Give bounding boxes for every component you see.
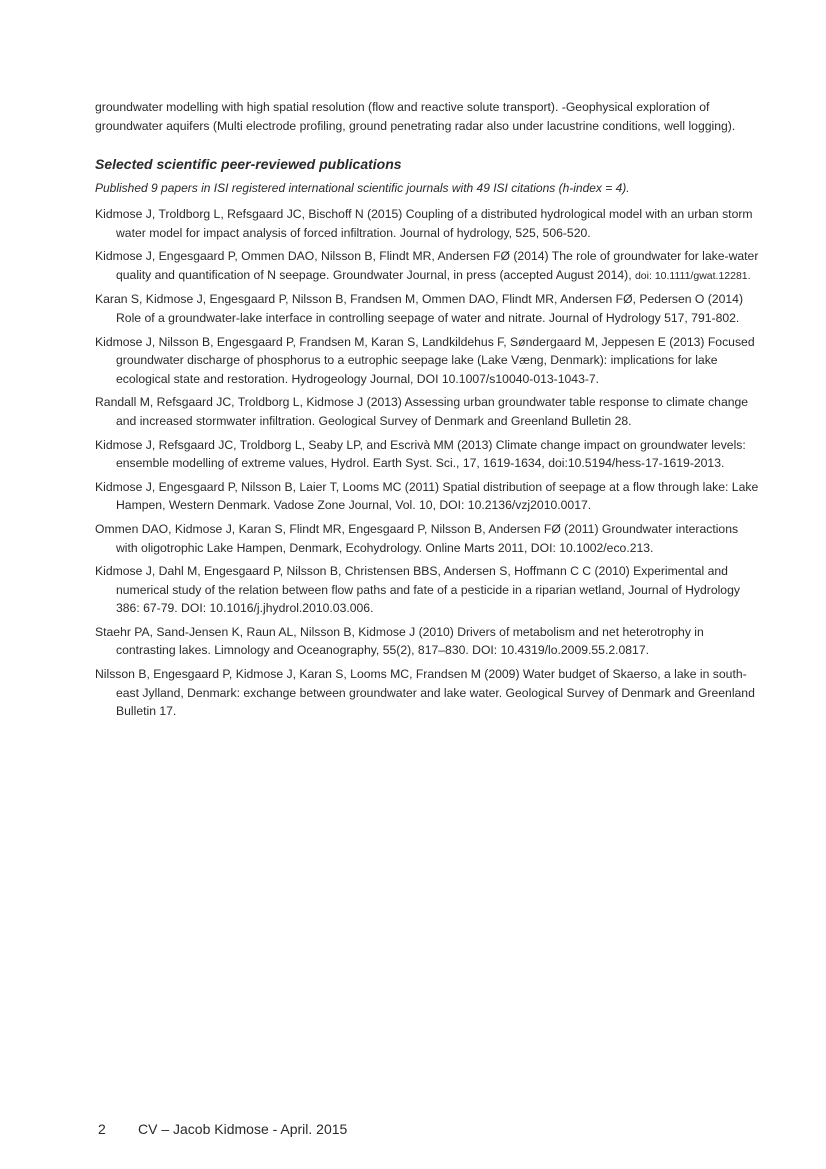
- intro-paragraph: groundwater modelling with high spatial resolution (flow and reactive solute transport). -Geophysical exploration of groundwater aquifers (Multi electrode profiling, ground penetrating radar also under lacustrine conditions, well logging).: [95, 100, 736, 133]
- publication-text: Kidmose J, Troldborg L, Refsgaard JC, Bischoff N (2015) Coupling of a distributed hydrological model with an urban storm water model for impact analysis of forced infiltration. Journal of hydrology, 525, 506-520.: [95, 207, 753, 240]
- cv-page: [95, 98, 760, 726]
- publication-item: [95, 478, 760, 515]
- publication-doi: doi: 10.1111/gwat.12281.: [634, 269, 751, 282]
- section-summary: Published 9 papers in ISI registered international scientific journals with 49 ISI citations (h-index = 4).: [95, 181, 630, 195]
- publication-text: Kidmose J, Refsgaard JC, Troldborg L, Seaby LP, and Escrivà MM (2013) Climate change impact on groundwater levels: ensemble modelling of extreme values, Hydrol. Earth Syst. Sci., 17, 1619-1634, doi:10.5194/hess-17-1619-2013.: [95, 437, 746, 471]
- publication-text: Kidmose J, Dahl M, Engesgaard P, Nilsson B, Christensen BBS, Andersen S, Hoffmann C C (2010) Experimental and numerical study of the relation between flow paths and fate of a pesticide in a riparian wetland, Journal of Hydrology 386: 67-79. DOI: 10.1016/j.jhydrol.2010.03.006.: [95, 564, 740, 616]
- publication-item: [95, 520, 760, 557]
- publication-text: Nilsson B, Engesgaard P, Kidmose J, Karan S, Looms MC, Frandsen M (2009) Water budget of Skaerso, a lake in south-east Jylland, Denmark: exchange between groundwater and lake water. Geological Survey of Denmark and Greenland Bulletin 17.: [95, 667, 755, 719]
- publication-text: Ommen DAO, Kidmose J, Karan S, Flindt MR, Engesgaard P, Nilsson B, Andersen FØ (2011) Groundwater interactions with oligotrophic Lake Hampen, Denmark, Ecohydrology. Online Marts 2011, DOI: 10.1002/eco.213.: [95, 521, 739, 555]
- publication-item: [95, 665, 760, 721]
- publication-item: [95, 290, 760, 327]
- publication-text: Staehr PA, Sand-Jensen K, Raun AL, Nilsson B, Kidmose J (2010) Drivers of metabolism and net heterotrophy in contrasting lakes. Limnology and Oceanography, 55(2), 817–830. DOI: 10.4319/lo.2009.55.2.0817.: [95, 624, 704, 658]
- publication-item: [95, 333, 760, 389]
- publication-item: [95, 436, 760, 473]
- page-footer: [98, 1121, 347, 1137]
- publication-list: [95, 205, 760, 721]
- publication-item: [95, 205, 760, 242]
- publication-item: [95, 247, 760, 285]
- footer-text: CV – Jacob Kidmose - April. 2015: [138, 1121, 348, 1137]
- page-number: 2: [98, 1121, 106, 1137]
- publication-text: Kidmose J, Engesgaard P, Nilsson B, Laier T, Looms MC (2011) Spatial distribution of seepage at a flow through lake: Lake Hampen, Western Denmark. Vadose Zone Journal, Vol. 10, DOI: 10.2136/vzj2010.0017.: [95, 479, 759, 513]
- publication-text: Kidmose J, Nilsson B, Engesgaard P, Frandsen M, Karan S, Landkildehus F, Søndergaard M, Jeppesen E (2013) Focused groundwater discharge of phosphorus to a eutrophic seepage lake (Lake Væng, Denmark): implications for lake ecological state and restoration. Hydrogeology Journal, DOI 10.1007/s10040-013-1043-7.: [95, 334, 755, 386]
- section-title: Selected scientific peer-reviewed publications: [95, 156, 402, 172]
- publication-item: [95, 393, 760, 430]
- publication-item: [95, 623, 760, 660]
- publication-text: Karan S, Kidmose J, Engesgaard P, Nilsson B, Frandsen M, Ommen DAO, Flindt MR, Andersen FØ, Pedersen O (2014) Role of a groundwater-lake interface in controlling seepage of water and nitrate. Journal of Hydrology 517, 791-802.: [95, 292, 744, 325]
- publication-text: Randall M, Refsgaard JC, Troldborg L, Kidmose J (2013) Assessing urban groundwater table response to climate change and increased stormwater infiltration. Geological Survey of Denmark and Greenland Bulletin 28.: [95, 395, 749, 428]
- publication-text: Kidmose J, Engesgaard P, Ommen DAO, Nilsson B, Flindt MR, Andersen FØ (2014) The role of groundwater for lake-water quality and quantification of N seepage. Groundwater Journal, in press (accepted August 2014),: [95, 249, 759, 282]
- publication-item: [95, 562, 760, 618]
